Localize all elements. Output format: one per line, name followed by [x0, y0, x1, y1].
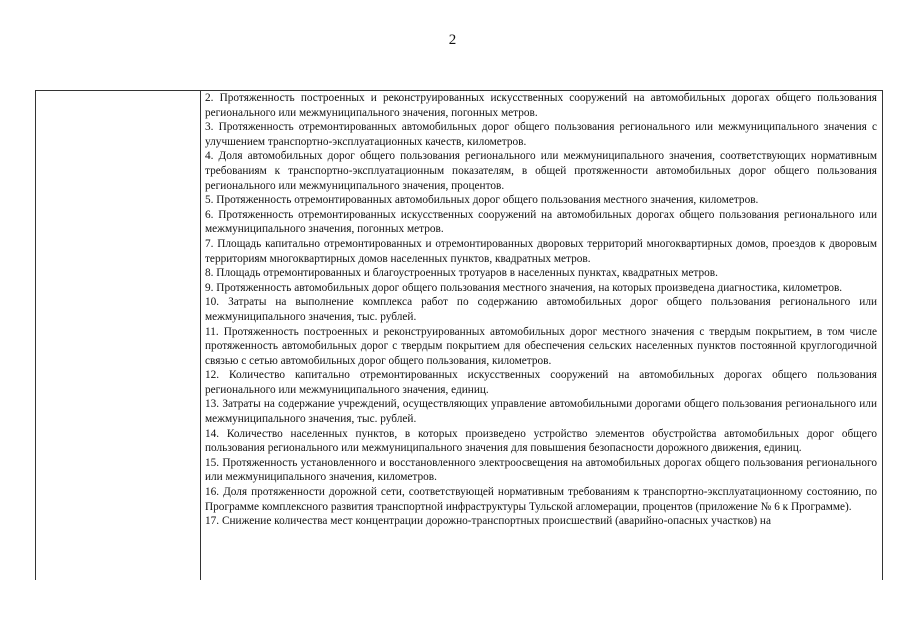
indicator-item: 14. Количество населенных пунктов, в которых произведено устройство элементов обустройства автомобильных дорог общего пользования регионального или межмуниципального значения для повышения безопасности дорожного движения, единиц.: [205, 427, 877, 455]
table-right-cell: [201, 91, 882, 580]
indicator-item: 2. Протяженность построенных и реконструированных искусственных сооружений на автомобильных дорогах общего пользования регионального или межмуниципального значения, погонных метров.: [205, 92, 877, 119]
indicator-item: 12. Количество капитально отремонтированных искусственных сооружений на автомобильных дорогах общего пользования регионального или межмуниципального значения, единиц.: [205, 369, 877, 396]
indicator-item: 15. Протяженность установленного и восстановленного электроосвещения на автомобильных дорогах общего пользования регионального или межмуниципального значения, километров.: [205, 456, 877, 484]
indicator-item: 6. Протяженность отремонтированных искусственных сооружений на автомобильных дорогах общего пользования регионального или межмуниципального значения, погонных метров.: [205, 208, 877, 236]
indicator-item: 16. Доля протяженности дорожной сети, соответствующей нормативным требованиям к транспортно-эксплуатационному состоянию, по Программе комплексного развития транспортной инфраструктуры Тульской агломерации, процентов (приложение № 6 к Программе).: [205, 486, 877, 513]
indicator-item: 7. Площадь капитально отремонтированных и отремонтированных дворовых территорий многоквартирных домов, проездов к дворовым территориям многоквартирных домов населенных пунктов, квадратных метров.: [205, 237, 877, 265]
indicator-item: 11. Протяженность построенных и реконструированных автомобильных дорог местного значения с твердым покрытием, в том числе протяженность автомобильных дорог с твердым покрытием для обеспечения сельских населенных пунктов постоянной круглогодичной связью с сетью автомобильных дорог общего пользования, километров.: [205, 325, 877, 367]
indicator-item: 9. Протяженность автомобильных дорог общего пользования местного значения, на которых произведена диагностика, километров.: [205, 281, 843, 294]
indicator-item: 17. Снижение количества мест концентрации дорожно-транспортных происшествий (аварийно-опасных участков) на: [205, 515, 771, 528]
indicator-item: 4. Доля автомобильных дорог общего пользования регионального или межмуниципального значения, соответствующих нормативным требованиям к транспортно-эксплуатационным показателям, в общей протяженности автомобильных дорог общего пользования регионального или межмуниципального значения, процентов.: [205, 150, 877, 192]
indicators-table: [35, 90, 883, 580]
indicator-item: 3. Протяженность отремонтированных автомобильных дорог общего пользования регионального или межмуниципального значения с улучшением транспортно-эксплуатационных качеств, километров.: [205, 121, 877, 148]
indicator-item: 5. Протяженность отремонтированных автомобильных дорог общего пользования местного значения, километров.: [205, 194, 759, 207]
indicator-item: 10. Затраты на выполнение комплекса работ по содержанию автомобильных дорог общего пользования регионального или межмуниципального значения, тыс. рублей.: [205, 296, 877, 323]
indicator-item: 13. Затраты на содержание учреждений, осуществляющих управление автомобильными дорогами общего пользования регионального или межмуниципального значения, тыс. рублей.: [205, 398, 877, 426]
table-left-cell: [36, 91, 201, 580]
page-number: 2: [448, 32, 457, 48]
indicator-item: 8. Площадь отремонтированных и благоустроенных тротуаров в населенных пунктах, квадратных метров.: [205, 267, 718, 280]
